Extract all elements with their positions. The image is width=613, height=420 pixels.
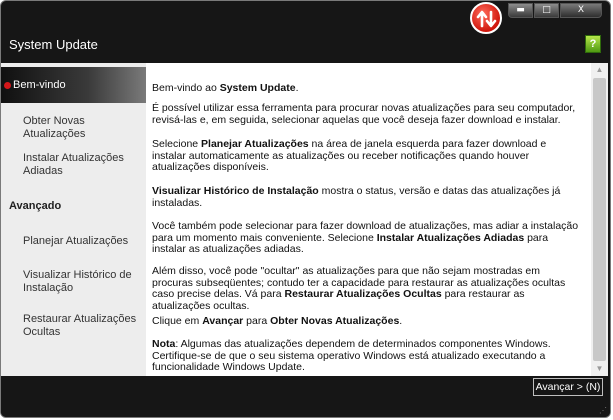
schedule-paragraph: Selecione Planejar Atualizações na área de janela esquerda para fazer download e instalar automaticamente as atualizações ou receber notificações quando houver atualizações disponíveis. [152,138,547,173]
update-arrows-icon [470,2,502,34]
next-button[interactable]: Avançar > (N) [533,378,603,396]
welcome-content [146,63,591,376]
sidebar-item-label: Bem-vindo [13,79,66,91]
note-paragraph: Nota: Algumas das atualizações dependem de determinados componentes Windows. Certifique-se de que o seu sistema operativo Windows está atualizado executando a funcionalidade Windows Update. [152,338,551,373]
content-scrollbar[interactable] [591,63,608,376]
sidebar-item-label: Restaurar Atualizações Ocultas [23,313,137,338]
deferred-paragraph: Você também pode selecionar para fazer download de atualizações, mas adiar a instalação para um momento mais conveniente. Selecione Instalar Atualizações Adiadas para instalar as atualizações adiadas. [152,220,579,255]
sidebar-item-install-deferred[interactable] [1,144,146,184]
sidebar-item-label: Planejar Atualizações [23,235,129,247]
sidebar-section-advanced: Avançado [9,200,62,212]
sidebar-item-schedule-updates[interactable] [1,227,146,253]
minimize-button[interactable]: ▬ [508,3,533,18]
window-title: System Update [9,37,98,52]
welcome-paragraph: Bem-vindo ao System Update. [152,82,299,94]
next-step-paragraph: Clique em Avançar para Obter Novas Atualizações. [152,315,403,327]
sidebar-item-restore-hidden[interactable] [1,309,146,345]
maximize-button[interactable]: □ [534,3,559,18]
active-bullet-icon [4,82,11,89]
history-paragraph: Visualizar Histórico de Instalação mostra o status, versão e datas das atualizações já instaladas. [152,185,561,209]
sidebar-item-welcome[interactable] [1,67,146,103]
close-button[interactable]: X [560,3,602,18]
window-caption-buttons [507,3,602,18]
help-icon[interactable]: ? [585,35,601,53]
hidden-updates-paragraph: Além disso, você pode "ocultar" as atualizações para que não sejam mostradas em procuras subseqüentes; contudo ter a capacidade para restaurar as atualizações ocultas caso precise delas. Vá para Restaurar Atualizações Ocultas para restaurar as atualizações ocultas. [152,265,566,312]
sidebar-item-get-updates[interactable] [1,104,146,140]
footer-bar [1,376,611,418]
scroll-thumb[interactable] [593,78,606,361]
sidebar-item-label: Visualizar Histórico de Instalação [23,269,132,294]
scroll-down-icon[interactable]: ▼ [595,364,604,373]
sidebar-item-label: Obter Novas Atualizações [23,115,86,140]
scroll-up-icon[interactable]: ▲ [595,65,604,74]
resize-grip-icon[interactable]: ⋰ [599,406,607,415]
intro-paragraph: É possível utilizar essa ferramenta para procurar novas atualizações para seu computador, revisá-las e, em seguida, selecionar aquelas que você deseja fazer download e instalar. [152,102,576,126]
sidebar [1,63,146,376]
sidebar-item-install-history[interactable] [1,263,146,299]
sidebar-item-label: Instalar Atualizações Adiadas [23,152,124,177]
